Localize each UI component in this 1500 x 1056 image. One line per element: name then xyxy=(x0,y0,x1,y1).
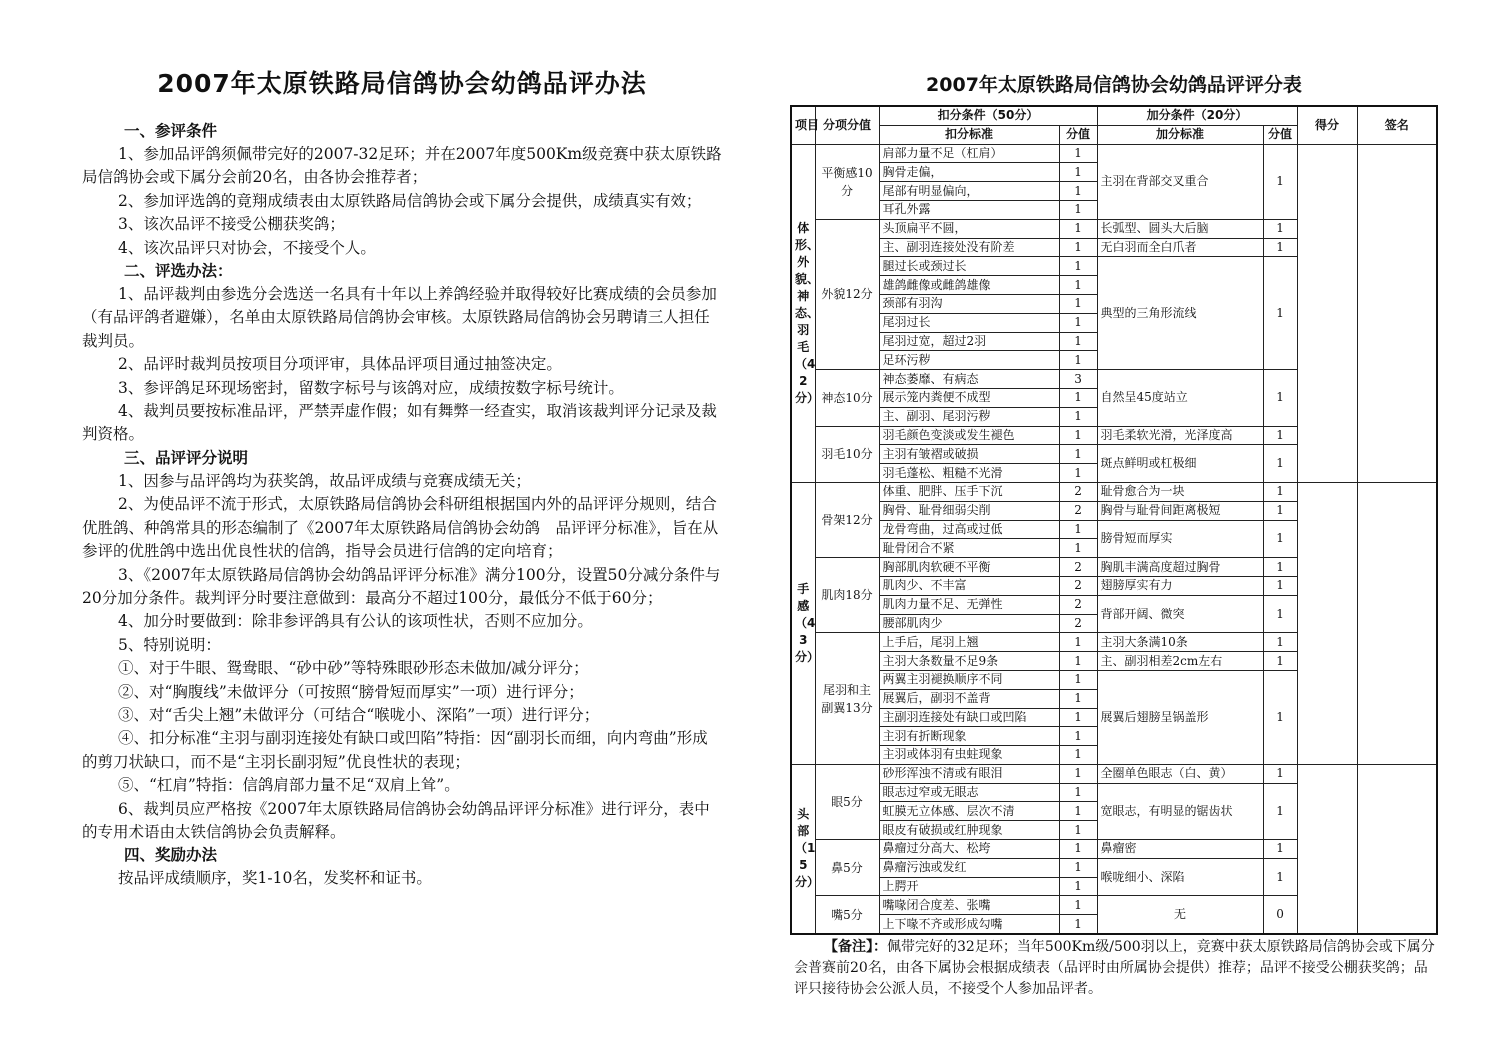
deduction-value: 1 xyxy=(1059,840,1097,859)
rule-paragraph: 1、品评裁判由参选分会选送一名具有十年以上养鸽经验并取得较好比赛成绩的会员参加（有品评鸽者避嫌），名单由太原铁路局信鸽协会审核。太原铁路局信鸽协会另聘请三人担任裁判员。 xyxy=(82,285,717,350)
deduction-standard: 颈部有羽沟 xyxy=(879,294,1059,313)
header-sub: 分项分值 xyxy=(815,106,879,144)
rule-paragraph: 5、特别说明： xyxy=(118,635,221,654)
deduction-value: 1 xyxy=(1059,877,1097,896)
deduction-value: 1 xyxy=(1059,332,1097,351)
sub-item-label: 羽毛10分 xyxy=(815,426,879,482)
deduction-standard: 体重、肥胖、压手下沉 xyxy=(879,482,1059,501)
bonus-standard: 翅膀厚实有力 xyxy=(1097,576,1263,595)
deduction-value: 1 xyxy=(1059,219,1097,238)
bonus-standard: 主羽大条满10条 xyxy=(1097,633,1263,652)
bonus-standard: 无 xyxy=(1097,896,1263,934)
deduction-value: 2 xyxy=(1059,482,1097,501)
sub-item-label: 神态10分 xyxy=(815,370,879,426)
sub-item-label: 平衡感10分 xyxy=(815,144,879,219)
header-bonus-std: 加分标准 xyxy=(1097,125,1263,144)
deduction-standard: 主羽大条数量不足9条 xyxy=(879,652,1059,671)
bonus-value: 1 xyxy=(1263,558,1297,577)
bonus-value: 1 xyxy=(1263,426,1297,445)
group-label: 头部（15分） xyxy=(791,764,815,934)
table-row xyxy=(791,144,1437,163)
bonus-value: 1 xyxy=(1263,670,1297,764)
sub-item-label: 骨架12分 xyxy=(815,482,879,557)
table-row xyxy=(791,764,1437,783)
section-heading: 一、参评条件 xyxy=(124,122,218,140)
bonus-value: 1 xyxy=(1263,652,1297,671)
deduction-standard: 腿过长或颈过长 xyxy=(879,257,1059,276)
deduction-value: 1 xyxy=(1059,388,1097,407)
rule-paragraph: 3、参评鸽足环现场密封，留数字标号与该鸽对应，成绩按数字标号统计。 xyxy=(118,378,624,397)
score-cell xyxy=(1297,482,1357,764)
deduction-value: 1 xyxy=(1059,407,1097,426)
rule-paragraph: ②、对“胸腹线”未做评分（可按照“膀骨短而厚实”一项）进行评分； xyxy=(118,682,584,701)
bonus-value: 1 xyxy=(1263,219,1297,238)
signature-cell xyxy=(1357,764,1437,934)
bonus-value: 0 xyxy=(1263,896,1297,934)
rule-paragraph: 3、《2007年太原铁路局信鸽协会幼鸽品评评分标准》满分100分，设置50分减分条件与20分加分条件。裁判评分时要注意做到：最高分不超过100分，最低分不低于60分； xyxy=(82,565,721,607)
rule-paragraph: ④、扣分标准“主羽与副羽连接处有缺口或凹陷”特指：因“副羽长而细，向内弯曲”形成的剪刀状缺口，而不是“主羽长副羽短”优良性状的表现； xyxy=(82,729,708,771)
deduction-standard: 主羽或体羽有虫蛀现象 xyxy=(879,746,1059,765)
remark-label: 【备注】： xyxy=(824,939,887,956)
bonus-standard: 展翼后翅膀呈锅盖形 xyxy=(1097,670,1263,764)
deduction-value: 1 xyxy=(1059,708,1097,727)
deduction-standard: 尾羽过长 xyxy=(879,313,1059,332)
deduction-value: 1 xyxy=(1059,426,1097,445)
deduction-value: 1 xyxy=(1059,802,1097,821)
group-label: 体形、外貌、神态、羽毛（42分） xyxy=(791,144,815,482)
deduction-standard: 足环污秽 xyxy=(879,351,1059,370)
deduction-standard: 羽毛蓬松、粗糙不光滑 xyxy=(879,464,1059,483)
sub-item-label: 肌肉18分 xyxy=(815,558,879,633)
deduction-standard: 尾部有明显偏向， xyxy=(879,182,1059,201)
rule-paragraph: 4、加分时要做到：除非参评鸽具有公认的该项性状，否则不应加分。 xyxy=(118,612,593,631)
deduction-standard: 虹膜无立体感、层次不清 xyxy=(879,802,1059,821)
remark-text: 佩带完好的32足环；当年500Km级/500羽以上，竞赛中获太原铁路局信鸽协会或下属分会普赛前20名，由各下属协会根据成绩表（品评时由所属协会提供）推荐；品评不接受公棚获奖鸽；品评只接待协会公派人员，不接受个人参加品评者。 xyxy=(794,939,1435,998)
rule-paragraph: 1、参加品评鸽须佩带完好的2007-32足环；并在2007年度500Km级竞赛中获太原铁路局信鸽协会或下属分会前20名，由各协会推荐者； xyxy=(82,145,722,187)
score-sheet-title: 2007年太原铁路局信鸽协会幼鸽品评评分表 xyxy=(926,74,1302,96)
deduction-standard: 羽毛颜色变淡或发生褪色 xyxy=(879,426,1059,445)
bonus-value: 1 xyxy=(1263,501,1297,520)
deduction-value: 1 xyxy=(1059,276,1097,295)
signature-cell xyxy=(1357,482,1437,764)
bonus-standard: 长弧型、圆头大后脑 xyxy=(1097,219,1263,238)
bonus-value: 1 xyxy=(1263,257,1297,370)
score-cell xyxy=(1297,144,1357,482)
rule-paragraph: 2、为使品评不流于形式，太原铁路局信鸽协会科研组根据国内外的品评评分规则，结合优胜鸽、种鸽常具的形态编制了《2007年太原铁路局信鸽协会幼鸽 品评评分标准》，旨在从参评的优胜鸽中选出优良性状的信鸽，指导会员进行信鸽的定向培育； xyxy=(82,495,719,561)
deduction-value: 1 xyxy=(1059,182,1097,201)
header-bonus-val: 分值 xyxy=(1263,125,1297,144)
deduction-standard: 两翼主羽褪换顺序不同 xyxy=(879,670,1059,689)
deduction-value: 1 xyxy=(1059,257,1097,276)
score-sheet xyxy=(788,64,1440,1000)
header-deduct: 扣分条件（50分） xyxy=(879,106,1097,125)
rule-paragraph: 2、品评时裁判员按项目分项评审，具体品评项目通过抽签决定。 xyxy=(118,355,562,374)
bonus-value: 1 xyxy=(1263,858,1297,896)
bonus-standard: 斑点鲜明或杠极细 xyxy=(1097,445,1263,483)
bonus-value: 1 xyxy=(1263,144,1297,219)
deduction-value: 1 xyxy=(1059,520,1097,539)
deduction-standard: 耻骨闭合不紧 xyxy=(879,539,1059,558)
sub-item-label: 眼5分 xyxy=(815,764,879,839)
deduction-standard: 主、副羽、尾羽污秽 xyxy=(879,407,1059,426)
deduction-standard: 嘴喙闭合度差、张嘴 xyxy=(879,896,1059,915)
bonus-value: 1 xyxy=(1263,576,1297,595)
deduction-standard: 鼻瘤过分高大、松垮 xyxy=(879,840,1059,859)
deduction-value: 1 xyxy=(1059,727,1097,746)
section-heading: 四、奖励办法 xyxy=(124,846,218,865)
rule-paragraph: 1、因参与品评鸽均为获奖鸽，故品评成绩与竞赛成绩无关； xyxy=(118,471,531,490)
deduction-value: 1 xyxy=(1059,445,1097,464)
bonus-value: 1 xyxy=(1263,238,1297,257)
bonus-value: 1 xyxy=(1263,520,1297,558)
bonus-standard: 膀骨短而厚实 xyxy=(1097,520,1263,558)
bonus-standard: 背部开阔、微突 xyxy=(1097,595,1263,633)
sub-item-label: 鼻5分 xyxy=(815,840,879,896)
deduction-value: 1 xyxy=(1059,294,1097,313)
section-heading: 三、品评评分说明 xyxy=(124,448,249,467)
bonus-standard: 胸骨与耻骨间距离极短 xyxy=(1097,501,1263,520)
bonus-standard: 典型的三角形流线 xyxy=(1097,257,1263,370)
bonus-standard: 无白羽而全白爪者 xyxy=(1097,238,1263,257)
deduction-value: 2 xyxy=(1059,614,1097,633)
deduction-value: 1 xyxy=(1059,764,1097,783)
rules-body xyxy=(82,120,722,891)
rule-paragraph: 6、裁判员应严格按《2007年太原铁路局信鸽协会幼鸽品评评分标准》进行评分，表中的专用术语由太铁信鸽协会负责解释。 xyxy=(82,799,710,841)
deduction-value: 2 xyxy=(1059,501,1097,520)
deduction-standard: 上手后，尾羽上翘 xyxy=(879,633,1059,652)
header-project: 项目 xyxy=(791,106,815,144)
deduction-value: 1 xyxy=(1059,351,1097,370)
deduction-standard: 主羽有折断现象 xyxy=(879,727,1059,746)
deduction-standard: 尾羽过宽，超过2羽 xyxy=(879,332,1059,351)
deduction-value: 1 xyxy=(1059,821,1097,840)
deduction-value: 1 xyxy=(1059,896,1097,915)
rules-title: 2007年太原铁路局信鸽协会幼鸽品评办法 xyxy=(157,69,647,98)
rule-paragraph: ③、对“舌尖上翘”未做评分（可结合“喉咙小、深陷”一项）进行评分； xyxy=(118,705,600,724)
header-sign: 签名 xyxy=(1357,106,1437,144)
deduction-standard: 展翼后，副羽不盖背 xyxy=(879,689,1059,708)
deduction-value: 1 xyxy=(1059,144,1097,163)
deduction-standard: 胸骨、耻骨细弱尖削 xyxy=(879,501,1059,520)
header-deduct-val: 分值 xyxy=(1059,125,1097,144)
deduction-value: 1 xyxy=(1059,689,1097,708)
deduction-value: 1 xyxy=(1059,163,1097,182)
deduction-value: 1 xyxy=(1059,652,1097,671)
bonus-value: 1 xyxy=(1263,370,1297,426)
deduction-standard: 砂形浑浊不清或有眼泪 xyxy=(879,764,1059,783)
rule-paragraph: 2、参加评选鸽的竟翔成绩表由太原铁路局信鸽协会或下属分会提供，成绩真实有效； xyxy=(118,191,702,210)
deduction-standard: 鼻瘤污浊或发红 xyxy=(879,858,1059,877)
deduction-standard: 龙骨弯曲，过高或过低 xyxy=(879,520,1059,539)
deduction-value: 1 xyxy=(1059,464,1097,483)
deduction-value: 1 xyxy=(1059,746,1097,765)
rule-paragraph: 4、该次品评只对协会，不接受个人。 xyxy=(118,238,376,257)
deduction-standard: 眼志过窄或无眼志 xyxy=(879,783,1059,802)
bonus-value: 1 xyxy=(1263,633,1297,652)
deduction-standard: 耳孔外露 xyxy=(879,200,1059,219)
bonus-standard: 全圈单色眼志（白、黄） xyxy=(1097,764,1263,783)
remark xyxy=(794,937,1440,1000)
bonus-value: 1 xyxy=(1263,840,1297,859)
deduction-value: 2 xyxy=(1059,558,1097,577)
deduction-value: 1 xyxy=(1059,858,1097,877)
deduction-value: 1 xyxy=(1059,200,1097,219)
deduction-standard: 头顶扁平不圆， xyxy=(879,219,1059,238)
deduction-value: 1 xyxy=(1059,313,1097,332)
bonus-standard: 耻骨愈合为一块 xyxy=(1097,482,1263,501)
bonus-value: 1 xyxy=(1263,445,1297,483)
bonus-standard: 主、副羽相差2cm左右 xyxy=(1097,652,1263,671)
table-row xyxy=(791,482,1437,501)
deduction-value: 1 xyxy=(1059,633,1097,652)
sub-item-label: 外貌12分 xyxy=(815,219,879,369)
bonus-standard: 宽眼志，有明显的锯齿状 xyxy=(1097,783,1263,839)
deduction-value: 3 xyxy=(1059,370,1097,389)
deduction-standard: 肩部力量不足（杠肩） xyxy=(879,144,1059,163)
deduction-standard: 雄鸽雌像或雌鸽雄像 xyxy=(879,276,1059,295)
rule-paragraph: 按品评成绩顺序，奖1-10名，发奖杯和证书。 xyxy=(118,869,432,888)
rules-page xyxy=(82,64,722,891)
section-heading: 二、评选办法： xyxy=(124,262,233,281)
bonus-standard: 羽毛柔软光滑，光泽度高 xyxy=(1097,426,1263,445)
deduction-value: 1 xyxy=(1059,670,1097,689)
deduction-standard: 主副羽连接处有缺口或凹陷 xyxy=(879,708,1059,727)
sub-item-label: 嘴5分 xyxy=(815,896,879,934)
deduction-value: 1 xyxy=(1059,238,1097,257)
rule-paragraph: ①、对于牛眼、鸳鸯眼、“砂中砂”等特殊眼砂形态未做加/减分评分； xyxy=(118,659,589,678)
deduction-value: 2 xyxy=(1059,595,1097,614)
deduction-standard: 上下喙不齐或形成勾嘴 xyxy=(879,915,1059,934)
deduction-value: 1 xyxy=(1059,539,1097,558)
deduction-standard: 眼皮有破损或红肿现象 xyxy=(879,821,1059,840)
header-deduct-std: 扣分标准 xyxy=(879,125,1059,144)
bonus-value: 1 xyxy=(1263,482,1297,501)
deduction-standard: 主羽有皱褶或破损 xyxy=(879,445,1059,464)
deduction-standard: 神态萎靡、有病态 xyxy=(879,370,1059,389)
rule-paragraph: 4、裁判员要按标准品评，严禁弄虚作假；如有舞弊一经查实，取消该裁判评分记录及裁判资格。 xyxy=(82,402,717,444)
deduction-value: 1 xyxy=(1059,783,1097,802)
bonus-standard: 鼻瘤密 xyxy=(1097,840,1263,859)
deduction-value: 2 xyxy=(1059,576,1097,595)
signature-cell xyxy=(1357,144,1437,482)
rule-paragraph: 3、该次品评不接受公棚获奖鸽； xyxy=(118,215,345,234)
score-table-body xyxy=(791,144,1437,934)
bonus-standard: 喉咙细小、深陷 xyxy=(1097,858,1263,896)
deduction-standard: 展示笼内粪便不成型 xyxy=(879,388,1059,407)
deduction-standard: 主、副羽连接处没有阶差 xyxy=(879,238,1059,257)
header-bonus: 加分条件（20分） xyxy=(1097,106,1297,125)
deduction-standard: 腰部肌肉少 xyxy=(879,614,1059,633)
deduction-standard: 胸骨走偏， xyxy=(879,163,1059,182)
bonus-standard: 自然呈45度站立 xyxy=(1097,370,1263,426)
header-score: 得分 xyxy=(1297,106,1357,144)
deduction-standard: 肌肉力量不足、无弹性 xyxy=(879,595,1059,614)
deduction-standard: 肌肉少、不丰富 xyxy=(879,576,1059,595)
deduction-standard: 胸部肌肉软硬不平衡 xyxy=(879,558,1059,577)
deduction-standard: 上腭开 xyxy=(879,877,1059,896)
bonus-value: 1 xyxy=(1263,595,1297,633)
rule-paragraph: ⑤、“杠肩”特指：信鸽肩部力量不足“双肩上耸”。 xyxy=(118,776,460,795)
score-cell xyxy=(1297,764,1357,934)
group-label: 手感（43分） xyxy=(791,482,815,764)
bonus-standard: 胸肌丰满高度超过胸骨 xyxy=(1097,558,1263,577)
bonus-standard: 主羽在背部交叉重合 xyxy=(1097,144,1263,219)
sub-item-label: 尾羽和主副翼13分 xyxy=(815,633,879,765)
bonus-value: 1 xyxy=(1263,783,1297,839)
bonus-value: 1 xyxy=(1263,764,1297,783)
score-table xyxy=(790,105,1438,935)
deduction-value: 1 xyxy=(1059,915,1097,934)
